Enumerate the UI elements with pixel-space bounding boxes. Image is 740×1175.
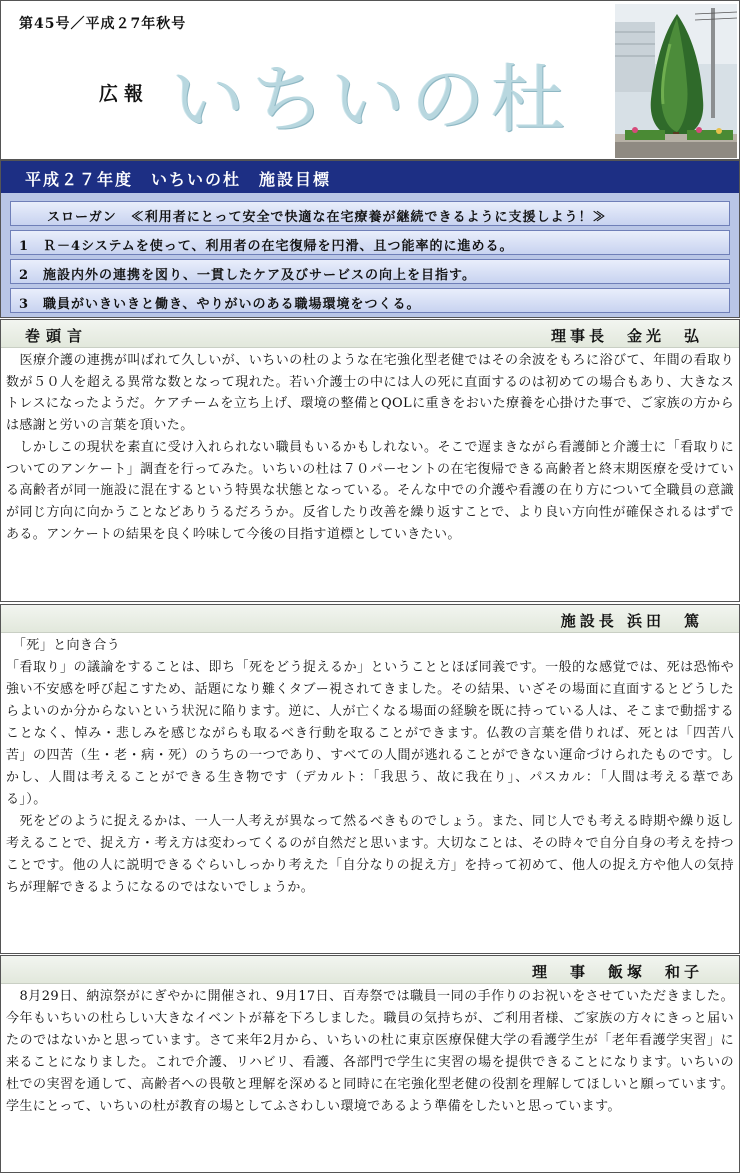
tree-photo — [615, 4, 737, 158]
section-author: 施設長 浜田 篤 — [560, 612, 703, 630]
goals-title: 平成２７年度 いちいの杜 施設目標 — [1, 161, 739, 193]
newsletter-label: 広報 — [99, 83, 150, 105]
section-author: 理 事 飯塚 和子 — [531, 963, 703, 981]
paragraph: 死をどのように捉えるかは、一人一人考えが異なって然るべきものでしょう。また、同じ人でも考える時期や繰り返し考えることで、捉え方・考え方は変わってくるのが自然だと思います。大切なことは、その時々で自分自身の考えを持つことです。他の人に説明できるぐらいしっかり考えた「自分なりの捉え方」を持って初めて、他人の捉え方や他人の気持ちが理解できるようになるのではないでしょうか。 — [6, 814, 734, 895]
section-body — [1, 633, 739, 899]
newsletter-header — [0, 0, 740, 160]
masthead-title: いちいの杜 — [171, 57, 571, 143]
section-board-member — [0, 955, 740, 1173]
section-header — [1, 956, 739, 984]
paragraph: しかしこの現状を素直に受け入れられない職員もいるかもしれない。そこで遅まきながら看護師と介護士に「看取りについてのアンケート」調査を行ってみた。いちいの杜は７０パーセントの在宅復帰できる高齢者と終末期医療を受けている高齢者が同一施設に混在するという特異な状態となっている。そんな中での介護や看護の在り方について全職員の意識が同じ方向に向かうことなどありうるだろうか。反省したり改善を繰り返すことで、より良い方向性が確保されるはずである。アンケートの結果を良く吟味して今後の目指す道標としていきたい。 — [6, 439, 734, 542]
paragraph: 8月29日、納涼祭がにぎやかに開催され、9月17日、百寿祭では職員一同の手作りのお祝いをさせていただきました。今年もいちいの杜らしい大きなイベントが幕を下ろしました。職員の気持ちが、ご利用者様、ご家族の方々にきっと届いたのではないかと思っています。さて来年2月から、いちいの杜に東京医療保健大学の看護学生が「老年看護学実習」に来ることになりました。これで介護、リハビリ、看護、各部門で学生に実習の場を提供できることになります。いちいの杜での実習を通して、高齢者への畏敬と理解を深めると同時に在宅強化型老健の役割を理解してほしいと願っています。学生にとって、いちいの杜が教育の場としてふさわしい環境であるよう準備をしたいと思っています。 — [6, 989, 734, 1114]
goal-item-2: 2 施設内外の連携を図り、一貫したケア及びサービスの向上を目指す。 — [10, 259, 730, 284]
section-heading: 巻頭言 — [25, 327, 89, 345]
issue-number: 第45号／平成２7年秋号 — [19, 16, 187, 32]
section-body — [1, 348, 739, 545]
section-body — [1, 984, 739, 1118]
paragraph: 「看取り」の議論をすることは、即ち「死をどう捉えるか」ということとほぼ同義です。一般的な感覚では、死は恐怖や強い不安感を呼び起こすため、話題になり難くタブー視されてきました。その結果、いざその場面に直面するとどうしたらよいのか分からないという状況に陥ります。逆に、人が亡くなる場面の経験を既に持っている人は、そこまで動揺することなく、悼み・悲しみを感じながらも取るべき行動を取ることができます。仏教の言葉を借りれば、死とは「四苦八苦」の四苦（生・老・病・死）のうちの一つであり、すべての人間が逃れることができない運命づけられたものです。しかし、人間は考えることができる生き物です（デカルト：「我思う、故に我在り」、パスカル：「人間は考える葦である」）。 — [6, 660, 734, 807]
goal-item-3: 3 職員がいきいきと働き、やりがいのある職場環境をつくる。 — [10, 288, 730, 313]
section-director — [0, 604, 740, 954]
section-foreword — [0, 319, 740, 602]
paragraph-subtitle: 「死」と向き合う — [6, 638, 121, 653]
section-header — [1, 605, 739, 633]
slogan-bar: スローガン ≪利用者にとって安全で快適な在宅療養が継続できるように支援しよう！≫ — [10, 201, 730, 226]
section-header — [1, 320, 739, 348]
paragraph: 医療介護の連携が叫ばれて久しいが、いちいの杜のような在宅強化型老健ではその余波をもろに浴びて、年間の看取り数が５０人を超える異常な数となって現れた。若い介護士の中には人の死に直面するのは初めての場合もあり、大きなストレスになったようだ。ケアチームを立ち上げ、環境の整備とQOLに重きをおいた療養を心掛けた事で、ご家族の方からは感謝と労いの言葉を頂いた。 — [6, 353, 734, 434]
facility-goals-panel — [0, 160, 740, 318]
tree-photo-image — [615, 4, 737, 158]
section-author: 理事長 金光 弘 — [550, 327, 703, 345]
goal-item-1: 1 Ｒ－4システムを使って、利用者の在宅復帰を円滑、且つ能率的に進める。 — [10, 230, 730, 255]
